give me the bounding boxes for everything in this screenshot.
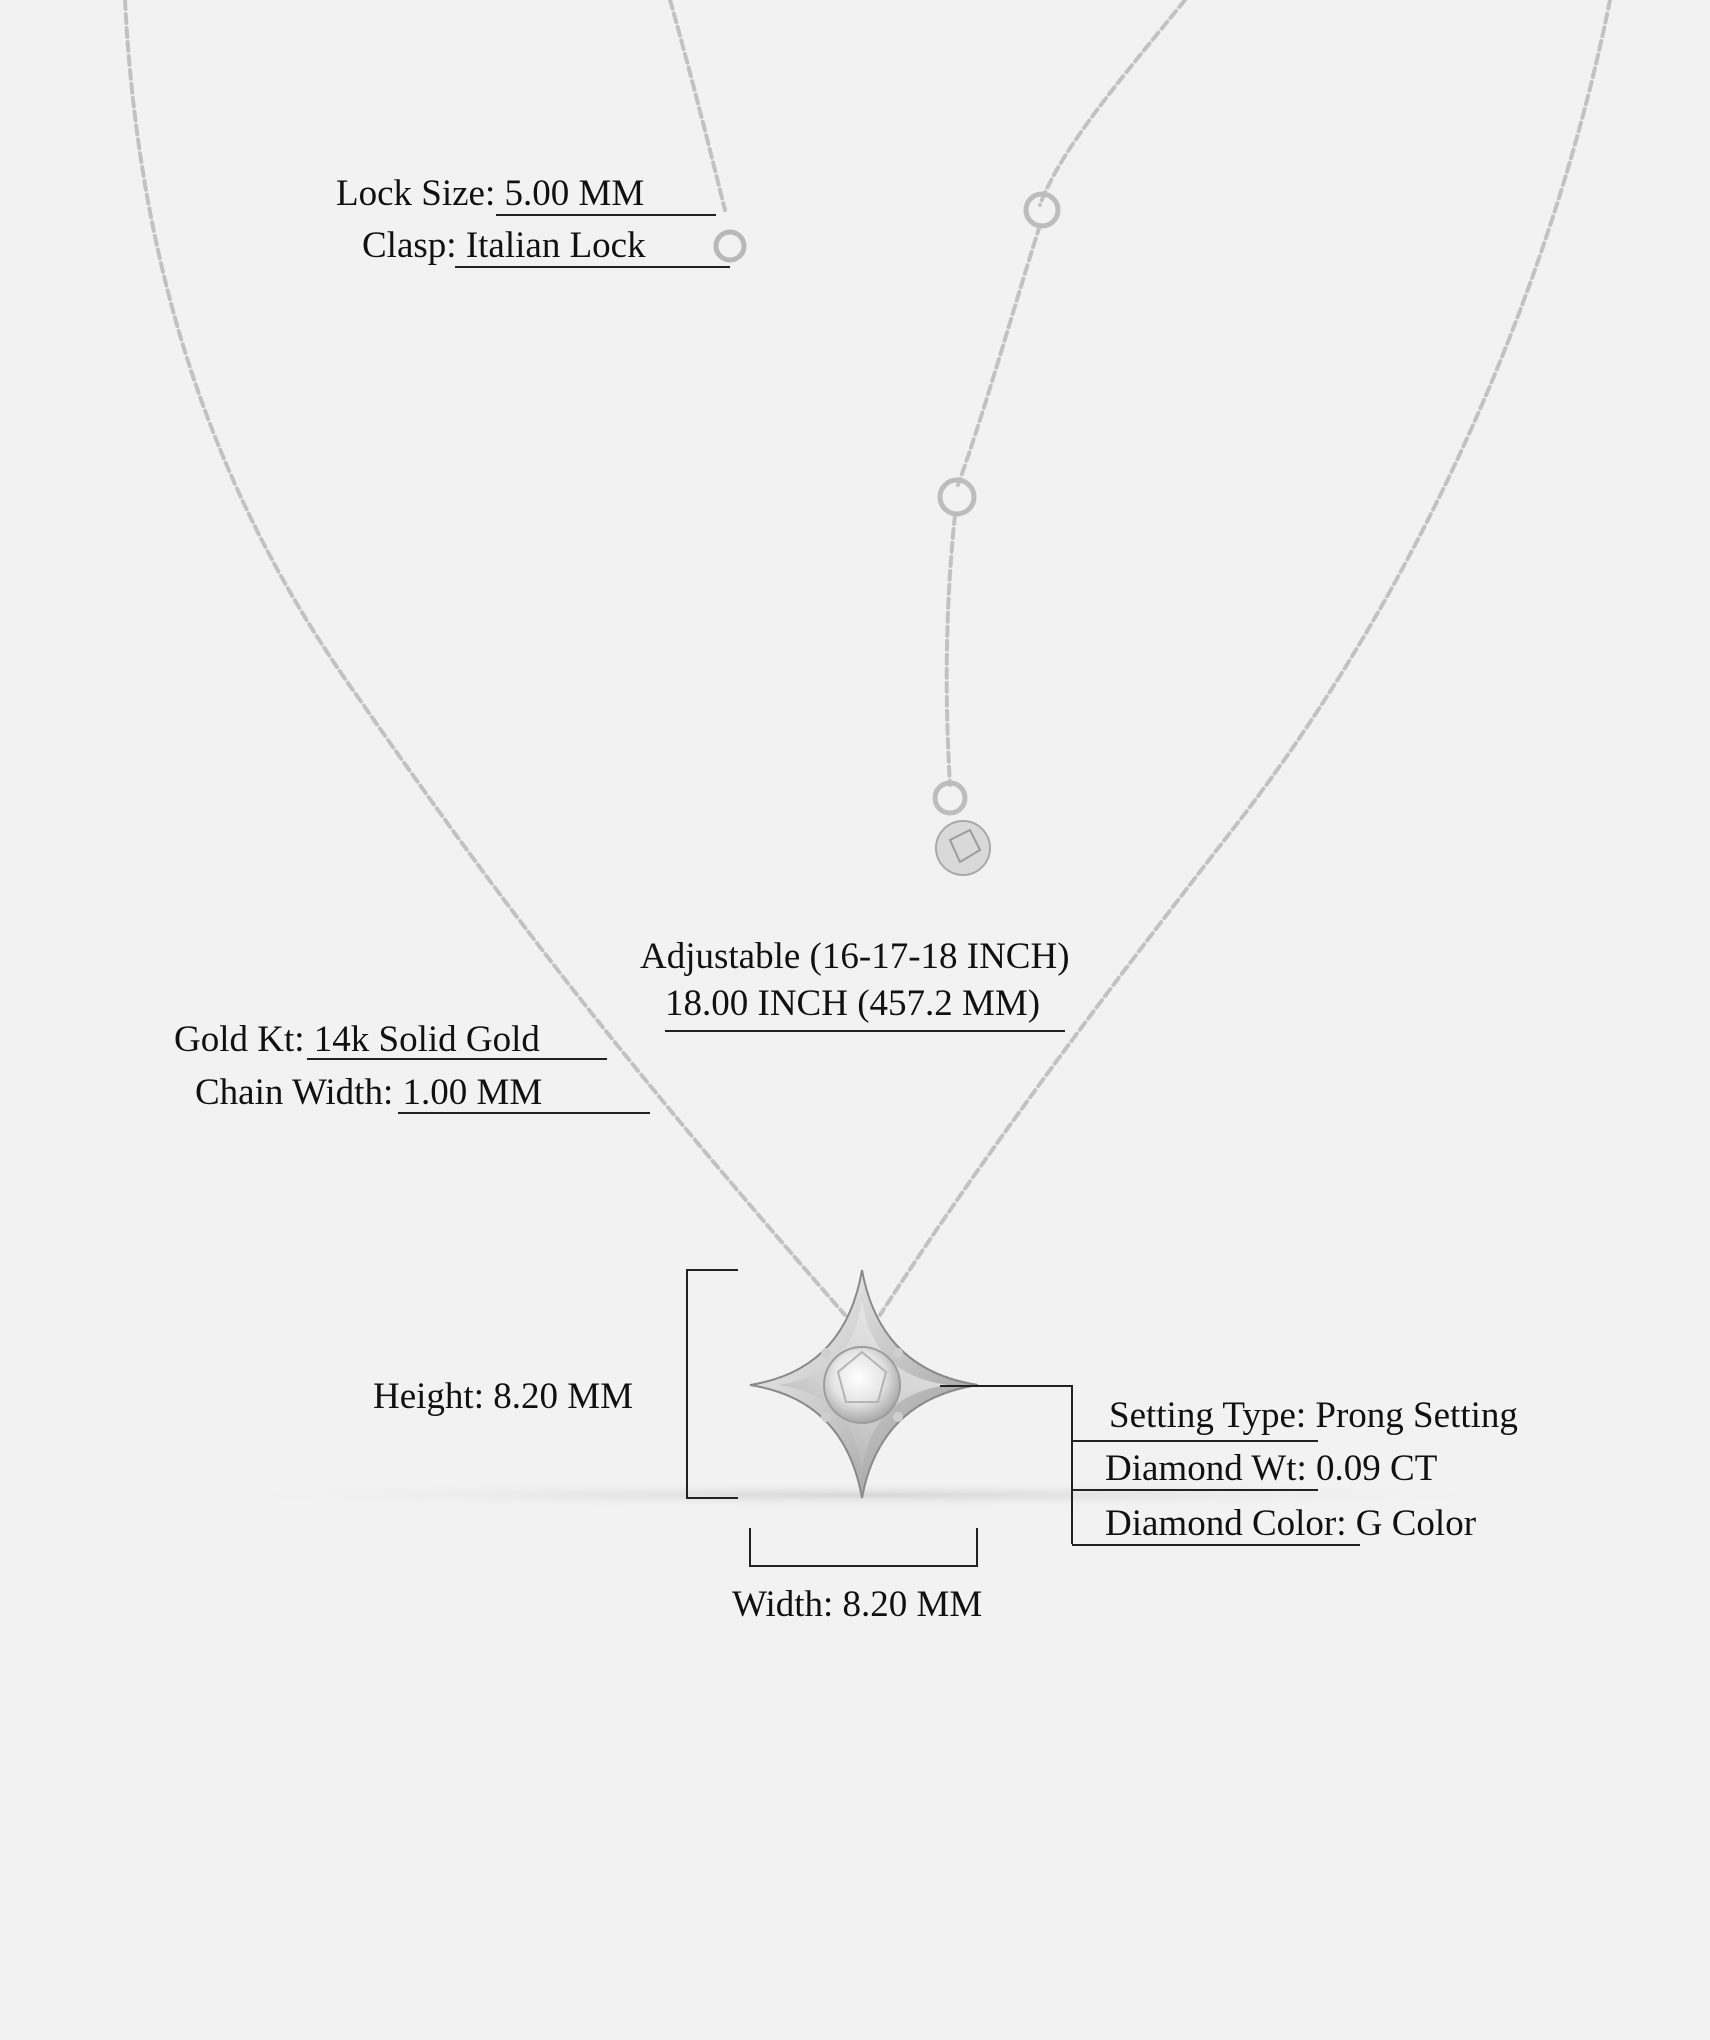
diamond-color-spec <box>1105 1505 1476 1542</box>
width-spec <box>732 1586 982 1623</box>
chain-width-label: Chain Width: <box>195 1072 394 1113</box>
height-bracket <box>687 1270 738 1498</box>
gold-kt-label: Gold Kt: <box>174 1019 305 1060</box>
diamond-wt-value: 0.09 CT <box>1316 1448 1438 1489</box>
chain-right-strand <box>880 0 1610 1315</box>
length-underline <box>665 1030 1065 1032</box>
length-line-2: 18.00 INCH (457.2 MM) <box>665 983 1041 1024</box>
diamond-wt-underline <box>1072 1489 1318 1491</box>
width-bracket <box>750 1528 977 1566</box>
tag-disc-icon <box>936 821 990 875</box>
extension-chain-top <box>1040 0 1185 205</box>
height-value: 8.20 MM <box>493 1376 634 1417</box>
setting-type-underline <box>1072 1440 1318 1442</box>
lock-size-spec <box>336 175 644 212</box>
setting-type-spec <box>1109 1397 1518 1434</box>
height-label: Height: <box>373 1376 484 1417</box>
gold-kt-underline <box>307 1058 607 1060</box>
diamond-icon <box>824 1347 900 1423</box>
clasp-value: Italian Lock <box>465 225 646 266</box>
height-spec <box>373 1378 633 1415</box>
width-value: 8.20 MM <box>842 1584 983 1625</box>
chain-width-underline <box>398 1112 650 1114</box>
clasp-label: Clasp: <box>362 225 457 266</box>
diamond-wt-label: Diamond Wt: <box>1105 1448 1307 1489</box>
clasp-underline <box>455 266 730 268</box>
extension-ring-icon <box>935 783 965 813</box>
diamond-color-underline <box>1072 1544 1360 1546</box>
setting-type-label: Setting Type: <box>1109 1395 1307 1436</box>
gold-kt-spec <box>174 1021 540 1058</box>
length-line-1: Adjustable (16-17-18 INCH) <box>640 936 1070 977</box>
extension-chain-bottom <box>947 515 955 785</box>
lock-size-underline <box>496 214 716 216</box>
star-pendant-image <box>750 1270 978 1498</box>
chain-width-value: 1.00 MM <box>402 1072 543 1113</box>
extension-chain-mid <box>958 225 1040 485</box>
clasp-ring-icon <box>716 232 744 260</box>
spec-leader-line <box>940 1386 1072 1544</box>
lock-size-label: Lock Size: <box>336 173 496 214</box>
width-label: Width: <box>732 1584 834 1625</box>
gold-kt-value: 14k Solid Gold <box>313 1019 540 1060</box>
setting-type-value: Prong Setting <box>1315 1395 1518 1436</box>
diamond-color-value: G Color <box>1355 1503 1477 1544</box>
chain-width-spec <box>195 1074 542 1111</box>
lock-size-value: 5.00 MM <box>504 173 645 214</box>
chain-clasp-strand <box>670 0 725 210</box>
clasp-spec <box>362 227 646 264</box>
diamond-color-label: Diamond Color: <box>1105 1503 1347 1544</box>
diamond-wt-spec <box>1105 1450 1437 1487</box>
